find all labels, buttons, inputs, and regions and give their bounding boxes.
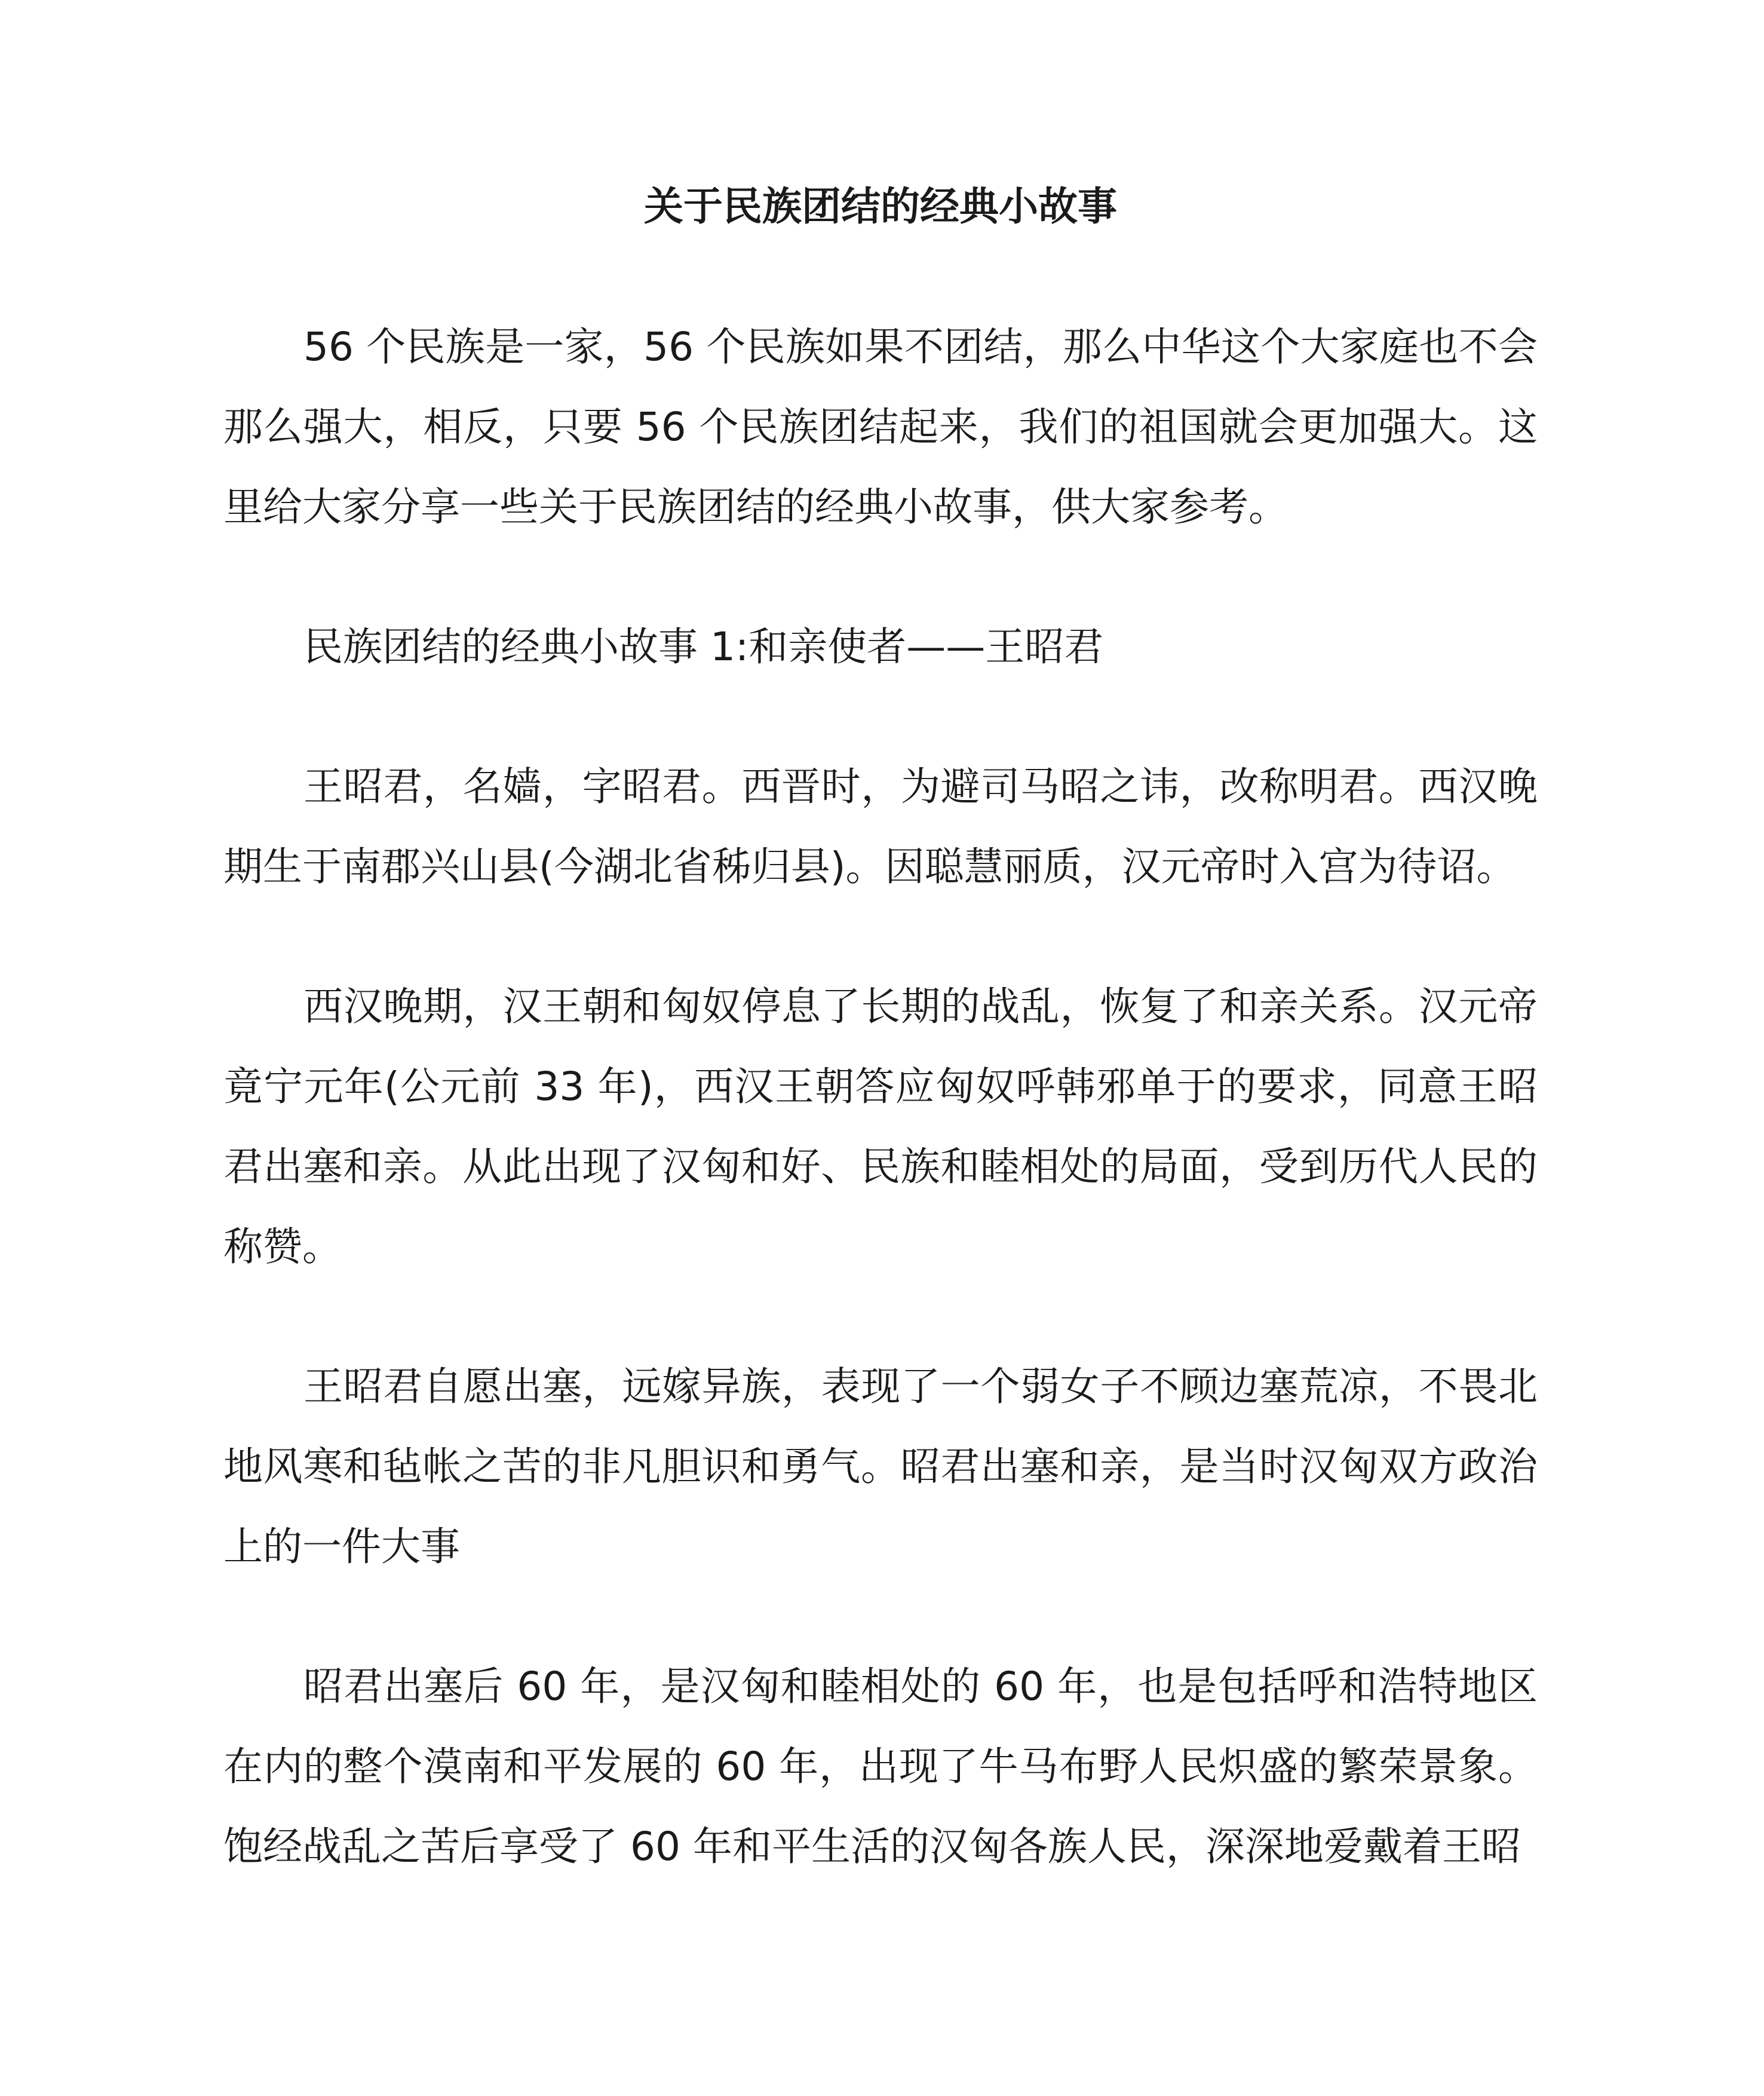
paragraph-sixty-years: 昭君出塞后 60 年，是汉匈和睦相处的 60 年，也是包括呼和浩特地区在内的整个漠南和平发展的 60 年，出现了牛马布野人民炽盛的繁荣景象。饱经战乱之苦后享受了 60 年和平生活的汉匈各族人民，深深地爱戴着王昭: [223, 1663, 1538, 1870]
paragraph-story-heading: 民族团结的经典小故事 1:和亲使者——王昭君: [303, 624, 1104, 670]
document-body: [223, 173, 1538, 1947]
paragraph-intro: 56 个民族是一家，56 个民族如果不团结，那么中华这个大家庭也不会那么强大，相反，只要 56 个民族团结起来，我们的祖国就会更加强大。这里给大家分享一些关于民族团结的经典小故事，供大家参考。: [223, 324, 1538, 530]
document-title: 关于民族团结的经典小故事: [644, 183, 1117, 229]
paragraph-courage: 王昭君自愿出塞，远嫁异族，表现了一个弱女子不顾边塞荒凉，不畏北地风寒和毡帐之苦的非凡胆识和勇气。昭君出塞和亲，是当时汉匈双方政治上的一件大事: [223, 1363, 1538, 1570]
paragraph-heqin-history: 西汉晚期，汉王朝和匈奴停息了长期的战乱，恢复了和亲关系。汉元帝竟宁元年(公元前 33 年)，西汉王朝答应匈奴呼韩邪单于的要求，同意王昭君出塞和亲。从此出现了汉匈和好、民族和睦相处的局面，受到历代人民的称赞。: [223, 983, 1538, 1270]
paragraph-wang-zhaojun-bio: 王昭君，名嫱，字昭君。西晋时，为避司马昭之讳，改称明君。西汉晚期生于南郡兴山县(今湖北省秭归县)。因聪慧丽质，汉元帝时入宫为待诏。: [223, 764, 1538, 890]
